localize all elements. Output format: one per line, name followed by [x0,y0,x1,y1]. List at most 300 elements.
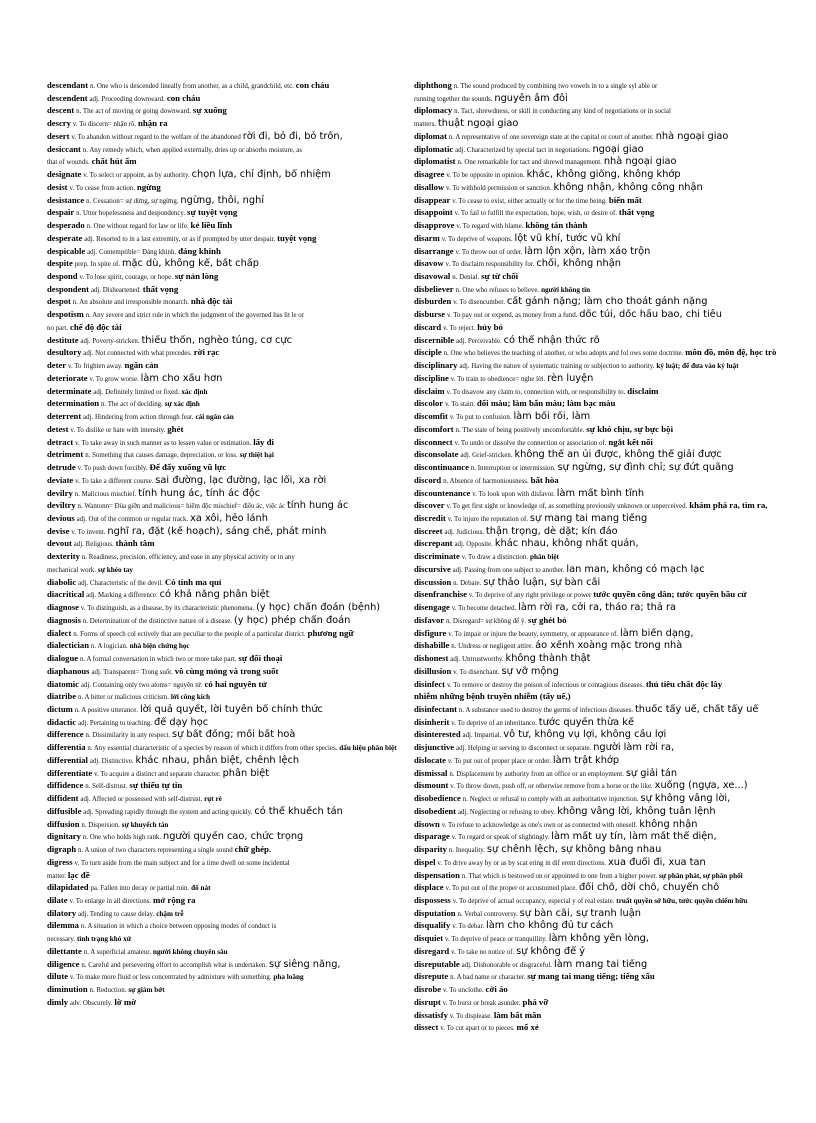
headword: devilry [47,487,73,498]
entry-devilry [47,488,413,501]
entry-dissect [414,1022,786,1035]
entry-diacritical [47,589,413,602]
translation: ngừng [136,181,161,192]
definition: n. One without regard for law or life. [86,223,189,231]
headword: dialectician [47,640,90,651]
headword: diffidence [47,780,84,791]
headword: diligence [47,958,80,969]
definition: adj. Judicious. [444,528,485,536]
translation: kẻ liều lĩnh [190,220,233,231]
entry-continuation [47,870,413,883]
headword: displace [414,882,444,893]
translation: sự khó chịu, sự bực bội [586,423,674,434]
entry-continuation [47,933,413,946]
definition: v. To regard or speak of slightingly. [451,834,550,842]
entry-disobedient [414,806,786,819]
translation: cởi áo [485,984,508,995]
translation: thuật ngoại giao [437,118,519,130]
definition: n. Disregard= sự không để ý. [445,617,527,625]
definition: adj. Untrustworthy. [450,656,504,664]
translation: nghĩ ra, đặt (kế hoạch), sáng chế, phát minh [107,525,327,537]
definition: v. To cut apart or to pieces. [440,1025,515,1033]
translation: chọn lựa, chỉ định, bổ nhiệm [191,169,331,181]
headword: disregard [414,945,450,956]
headword: digraph [47,844,77,855]
translation: tính hung ác, tính ác độc [138,487,261,499]
definition: adj. Perceivable. [456,337,502,345]
definition: v. To impair or injure the beauty, symmetry, or appearance of. [448,630,619,638]
translation: sự siêng năng, [268,958,341,970]
headword: devious [47,512,75,523]
headword: descendent [47,92,88,103]
translation: để dạy học [154,716,209,728]
translation: con cháu [295,80,330,90]
definition: n. One who holds high rank. [82,834,162,842]
definition: n. A situation in which a choice between opposing modes of conduct is [80,923,277,931]
headword: disbeliever [414,283,454,294]
translation: phương ngữ [307,627,354,638]
entry-diffusible [47,806,413,819]
headword: discursive [414,563,451,574]
headword: descry [47,118,71,129]
headword: discontinuance [414,462,469,473]
definition: n. Any severe and strict rule in which the judgment of the governed has lit le or [85,312,305,320]
entry-diaphanous [47,666,413,679]
definition: v. To be opposite in opinion. [446,172,525,180]
entry-dignitary [47,831,413,844]
headword: diffusion [47,818,80,829]
headword: diatomic [47,678,79,689]
translation: nhà độc tài [190,296,233,307]
definition: adj. Passing from one subject to another. [452,566,565,574]
definition: v. To select or appoint, as by authority. [83,172,190,180]
translation: xác định [181,387,208,396]
entry-deviate [47,475,413,488]
entry-diligence [47,959,413,972]
definition: v. To grow worse. [89,375,139,383]
entry-disjunctive [414,742,786,755]
headword: disarrange [414,245,454,256]
definition: that of wounds. [47,159,90,167]
entry-despot [47,296,413,309]
translation: sự nản lòng [174,271,219,282]
headword: dissect [414,1022,439,1033]
entry-disrepute [414,971,786,984]
definition: v. To get first sight or knowledge of, as something previously unknown or unperceived. [446,503,688,511]
definition: adj. Containing only two atoms= nguyên tử. [80,681,203,689]
translation: ngừng, thôi, nghỉ [180,194,265,206]
definition: v. To make more fluid or less concentrated by admixture with something. [69,974,272,982]
headword: designate [47,169,82,180]
translation: sai đường, lạc đường, lạc lối, xa rời [155,474,327,486]
entry-dishonest [414,653,786,666]
entry-destitute [47,335,413,348]
translation: ghét [167,423,184,434]
entry-discountenance [414,488,786,501]
translation: đổ nát [191,884,211,893]
translation: làm cho xấu hơn [140,372,223,384]
entry-disarm [414,233,786,246]
entry-disparity [414,844,786,857]
translation: mở rộng ra [153,895,196,905]
translation: thận trọng, dè dặt; kín đáo [485,525,618,537]
headword: disarm [414,232,440,243]
headword: detriment [47,449,84,460]
entry-diplomatist [414,156,786,169]
translation: áo xềnh xoàng mặc trong nhà [535,640,683,652]
definition: n. That which is bestowed on or appointed to one from a higher power. [461,872,658,880]
entry-dialect [47,628,413,641]
headword: desert [47,130,70,141]
definition: n. A union of two characters representing a single sound [78,847,233,855]
entry-dilatory [47,908,413,921]
translation: lời công kích [170,693,210,702]
definition: n. The sound produced by combining two vowels in to a single syl able or [453,83,658,90]
definition: adj. Religious. [73,541,114,549]
headword: discreet [414,525,443,536]
headword: diplomat [414,130,447,141]
entry-despicable [47,246,413,259]
translation: (y học) chẩn đoán (bệnh) [256,602,381,614]
translation: người không tin [541,285,591,294]
translation: đổi màu; làm bẩn màu; làm bạc màu [476,398,616,409]
entry-dismount [414,780,786,793]
definition: v. To put out of proper place or order. [447,757,551,765]
entry-diplomat [414,131,786,144]
translation: làm rời ra, cởi ra, tháo ra; thả ra [518,602,676,614]
headword: diabolic [47,576,77,587]
definition: v. To train to obedience= nghe lời. [450,375,546,383]
translation: disclaim [627,385,659,396]
translation: chế độ độc tài [69,321,122,332]
entry-despotism [47,309,413,322]
translation: chậm trễ [156,909,184,918]
headword: disinherit [414,716,450,727]
entry-discredit [414,513,786,526]
entry-disagree [414,169,786,182]
entry-disinfect [414,679,786,692]
translation: khác, không giống, không khớp [526,169,681,181]
headword: disburse [414,309,446,320]
translation: sự từ chối [481,271,519,282]
translation: làm bối rối, làm [513,411,591,423]
translation: thiếu thốn, nghèo túng, cơ cực [141,334,293,346]
entry-discord [414,475,786,488]
headword: disburden [414,296,452,307]
entry-disenfranchise [414,589,786,602]
entry-disappoint [414,207,786,220]
entry-disciplinary [414,360,786,373]
definition: adj. Transparent= Trong suốt. [91,668,173,676]
definition: n. The act of moving or going downward. [76,108,192,116]
definition: v. To deprive of weapons. [441,235,513,243]
entry-determinate [47,386,413,399]
headword: desistance [47,194,85,205]
definition: v. To discern= nhận rõ. [72,121,137,129]
entry-disparage [414,831,786,844]
definition: adj. Pertaining to teaching. [78,719,153,727]
headword: disjunctive [414,742,455,753]
headword: discover [414,500,445,511]
translation: sự vỡ mộng [501,665,559,677]
entry-discard [414,322,786,335]
entry-disappear [414,195,786,208]
headword: dissatisfy [414,1009,448,1020]
translation: sự mang tai mang tiếng [529,512,648,524]
translation: tước quyền thừa kế [538,716,634,728]
translation: sự thiếu tự tin [129,780,183,791]
definition: n. Malicious mischief. [74,490,137,498]
definition: v. To fail to fulfill the expectation, hope, wish, or desire of. [454,210,617,218]
entry-dispossess [414,895,786,908]
headword: despotism [47,309,84,320]
entry-detest [47,424,413,437]
translation: tuyệt vọng [277,232,317,243]
definition: v. To disclaim responsibility for. [445,261,535,269]
right-column [414,80,786,1035]
translation: khám phá ra, tìm ra, [689,500,768,511]
definition: adj. Tending to cause delay. [78,910,155,918]
headword: dismissal [414,767,448,778]
headword: descent [47,105,75,116]
definition: n. A representative of one sovereign state at the capital or court of another. [448,133,654,141]
definition: n. Something that causes damage, depreciation, or loss. [85,452,238,460]
translation: hủy bỏ [477,321,503,332]
definition: v. To remove or destroy the poison of infectious or contagious diseases. [446,681,644,689]
headword: detest [47,423,69,434]
definition: n. Displacement by authority from an office or an employment. [449,770,624,778]
definition: v. To injure the reputation of. [447,515,529,523]
headword: digress [47,856,73,867]
translation: chối, không nhận [536,258,621,270]
definition: adj. Neglecting or refusing to obey. [457,808,556,816]
entry-despite [47,258,413,271]
translation: ngoại giao [592,143,644,155]
translation: làm cho không đủ tư cách [485,920,614,932]
entry-dialectician [47,640,413,653]
headword: disfigure [414,627,447,638]
translation: (y học) phép chẩn đoán [233,614,351,626]
definition: n. One who refuses to believe. [455,286,540,294]
definition: v. To deprive of actual occupancy, especial y of real estate. [452,898,615,905]
definition: v. To disavow any claim to, connection with, or responsibility to. [446,388,626,396]
entry-disburse [414,309,786,322]
entry-disputation [414,908,786,921]
definition: n. Tact, shrewdness, or skill in conducting any kind of negotiations or in social [454,108,671,116]
definition: n. Forms of speech col ectively that are peculiar to the people of a particular district. [73,630,306,638]
translation: không thể an ủi được, không thể giải được [514,449,722,461]
headword: discredit [414,512,446,523]
definition: n. Readiness, precision, efficiency, and ease in any physical activity or in any [81,554,295,562]
entry-dictum [47,704,413,717]
translation: sự giảm bớt [128,986,165,995]
headword: diminution [47,984,88,995]
headword: despite [47,258,73,269]
headword: deterrent [47,411,82,422]
translation: môn đồ, môn đệ, học trò [685,347,777,358]
definition: n. Absence of harmoniousness. [443,477,529,485]
definition: n. The state of being positively uncomfortable. [455,426,585,434]
definition: n. One who believes the teaching of another, or who adopts and fol ows some doctrine. [443,350,684,358]
definition: adj. Marking a difference. [86,592,158,600]
translation: không tán thành [525,220,588,231]
translation: kỷ luật; để đưa vào kỷ luật [656,362,739,371]
translation: biến mất [608,194,642,205]
translation: tình trạng khó xử [76,935,132,944]
headword: disquiet [414,933,444,944]
entry-diffusion [47,819,413,832]
headword: disavow [414,258,444,269]
definition: n. Dissimilarity in any respect. [85,732,171,740]
headword: dishabille [414,640,450,651]
entry-disarrange [414,246,786,259]
translation: sự bất đồng; mối bất hoà [172,729,296,741]
translation: làm mất bình tĩnh [556,487,645,499]
definition: adj. Spreading rapidly through the system and acting quickly. [83,808,253,816]
headword: disobedience [414,793,461,804]
translation: không nhận, không công nhận [553,181,703,193]
headword: discolor [414,398,444,409]
definition: v. To take a different course. [75,477,154,485]
headword: disparage [414,831,450,842]
definition: adj. Out of the common or regular track. [76,515,189,523]
definition: v. To frighten away. [68,363,123,371]
entry-despondent [47,284,413,297]
entry-desert [47,131,413,144]
entry-continuation [47,322,413,335]
entry-disillusion [414,666,786,679]
translation: con cháu [166,92,201,103]
definition: n. Determination of the distinctive nature of a disease. [82,617,233,625]
entry-differentia [47,742,413,755]
translation: sự xác định [164,400,200,409]
entry-detrude [47,462,413,475]
entry-dimly [47,997,413,1010]
entry-devout [47,538,413,551]
entry-disburden [414,296,786,309]
entry-desperado [47,220,413,233]
headword: detrude [47,462,76,473]
headword: diacritical [47,589,85,600]
entry-deteriorate [47,373,413,386]
headword: disciplinary [414,360,458,371]
definition: v. To dislike or hate with intensity. [70,426,166,434]
headword: deviltry [47,500,76,511]
definition: n. Dispersion. [81,821,120,829]
entry-disavow [414,258,786,271]
entry-detriment [47,449,413,462]
entry-continuation [414,118,786,131]
entry-continuation [414,691,786,704]
translation: đổi chỗ, dời chỗ, chuyển chỗ [578,882,720,894]
headword: differential [47,754,88,765]
translation: Để đẩy xuống vũ lực [149,462,227,473]
entry-diplomatic [414,144,786,157]
headword: discountenance [414,487,471,498]
definition: v. To put out of the proper or accustomed place. [445,885,578,893]
headword: disavowal [414,271,451,282]
definition: v. To invent. [71,528,106,536]
translation: thuốc tẩy uế, chất tẩy uế [634,703,759,715]
translation: truất quyền sở hữu, tước quyền chiếm hữu [616,897,748,905]
entry-discomfort [414,424,786,437]
entry-displace [414,882,786,895]
translation: ngắt kết nối [608,436,653,447]
entry-discolor [414,398,786,411]
headword: dilemma [47,920,79,931]
headword: dispel [414,856,436,867]
entry-desiccant [47,144,413,157]
entry-dexterity [47,551,413,564]
translation: sự bàn cãi, sự tranh luận [519,907,641,919]
headword: discipline [414,372,449,383]
entry-dispel [414,857,786,870]
headword: diagnose [47,602,79,613]
translation: cái ngăn cản [195,413,234,422]
definition: v. To distinguish, as a disease, by its characteristic phenomena. [80,605,255,613]
translation: sự ghét bỏ [528,614,567,625]
entry-discomfit [414,411,786,424]
entry-deter [47,360,413,373]
entry-differential [47,755,413,768]
headword: dilettante [47,945,82,956]
headword: disallow [414,181,445,192]
headword: disapprove [414,220,455,231]
headword: desultory [47,347,82,358]
entry-disciple [414,347,786,360]
headword: disrobe [414,984,442,995]
entry-deterrent [47,411,413,424]
entry-dismissal [414,768,786,781]
definition: v. To throw down, push off, or otherwise remove from a horse or the like. [450,783,653,791]
entry-disown [414,819,786,832]
headword: dismount [414,780,449,791]
entry-disrobe [414,984,786,997]
definition: n. Debate. [453,579,482,587]
translation: có hai nguyên tử [204,678,267,689]
headword: disinfect [414,678,446,689]
translation: vô tư, không vụ lợi, không cầu lợi [503,729,667,741]
left-column [47,80,413,1010]
definition: v. To turn aside from the main subject and for a time dwell on some incidental [74,859,290,867]
headword: discriminate [414,551,460,562]
headword: disenfranchise [414,589,467,600]
entry-discreet [414,526,786,539]
entry-despond [47,271,413,284]
headword: didactic [47,716,77,727]
entry-designate [47,169,413,182]
definition: n. Reduction. [89,987,127,995]
translation: không thành thật [505,653,591,665]
translation: có thể khuếch tán [254,805,343,817]
definition: v. To drive away by or as by scat ering in dif erent directions. [437,859,607,867]
translation: làm biến dạng, [620,627,694,639]
entry-disinherit [414,717,786,730]
headword: discomfort [414,423,454,434]
headword: dignitary [47,831,81,842]
entry-dilute [47,971,413,984]
translation: xa xôi, hẻo lánh [190,512,268,524]
translation: sự chênh lệch, sự không bằng nhau [486,844,662,856]
headword: dilate [47,895,68,905]
definition: adj. Dishonorable or disgraceful. [461,961,553,969]
headword: diphthong [414,80,452,90]
headword: dishonest [414,653,449,664]
translation: khác nhau, phân biệt, chênh lệch [135,754,300,766]
headword: despondent [47,283,90,294]
definition: adj. Contemptible= Đáng khinh. [87,248,177,256]
translation: thất vọng [142,283,179,294]
